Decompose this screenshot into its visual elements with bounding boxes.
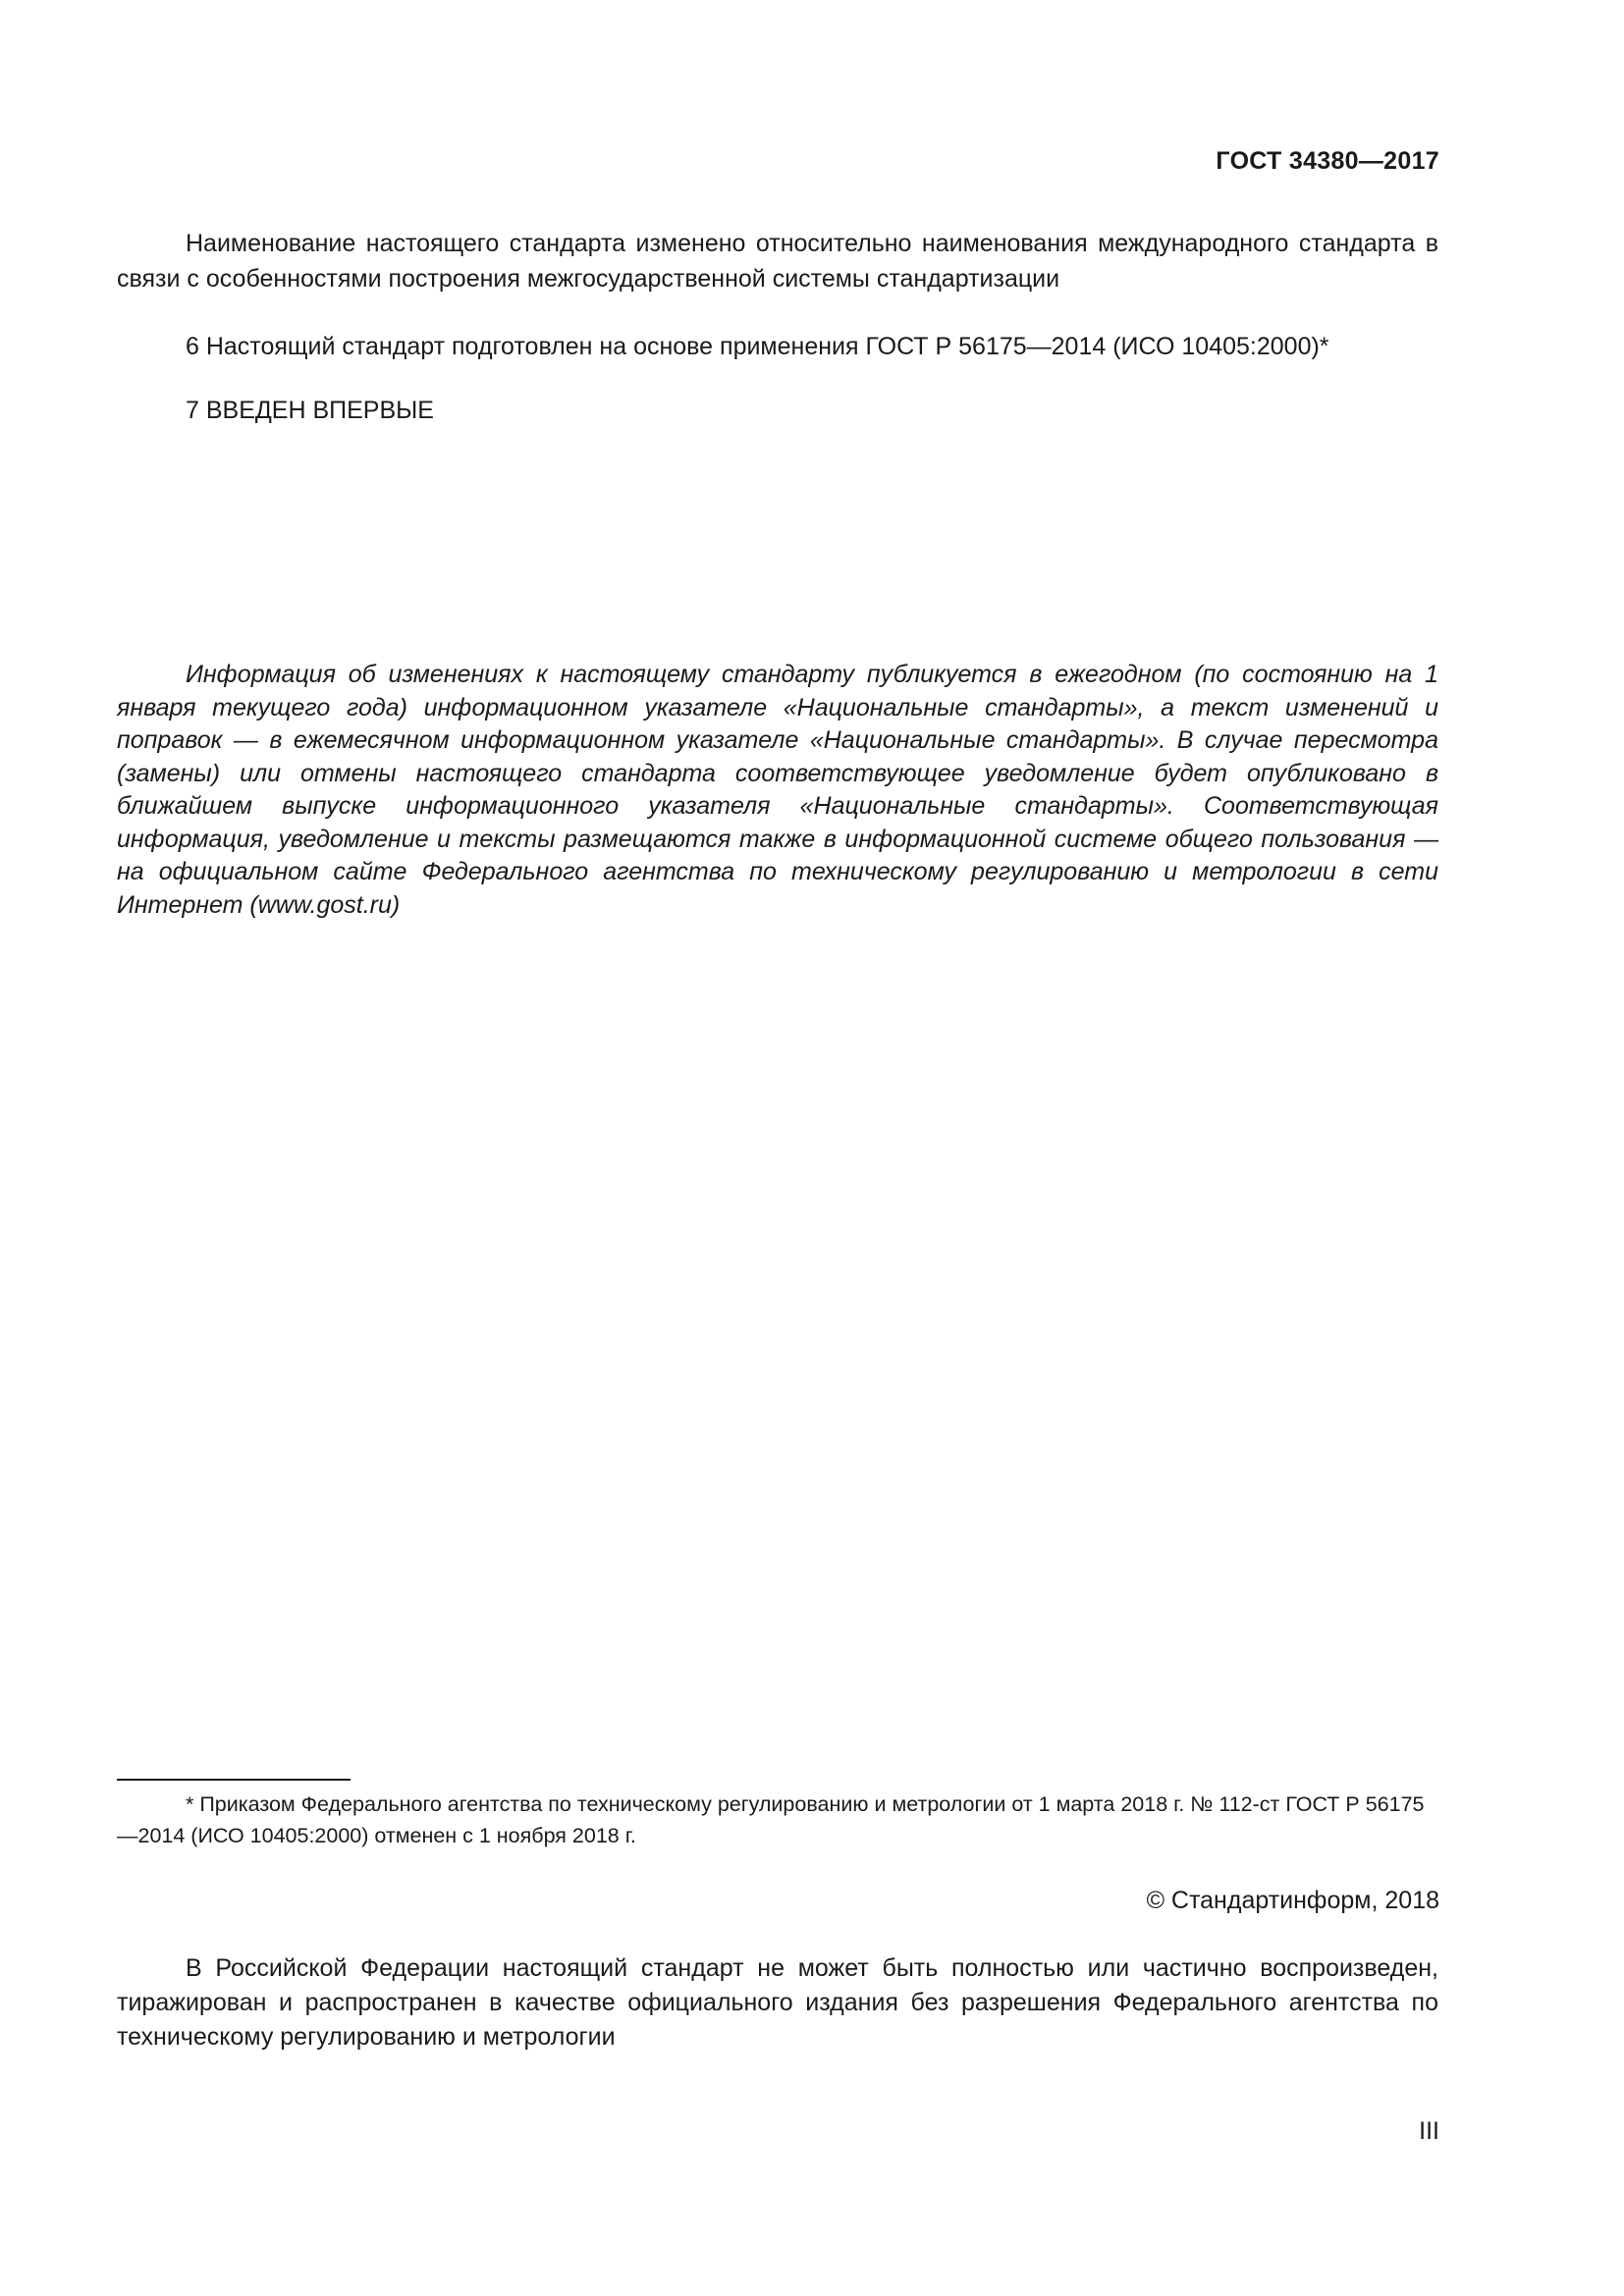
item-6-basis: 6 Настоящий стандарт подготовлен на основе применения ГОСТ Р 56175—2014 (ИСО 10405:2000)*: [186, 333, 1329, 360]
footnote: * Приказом Федерального агентства по техническому регулированию и метрологии от 1 марта 2018 г. № 112-ст ГОСТ Р 56175—2014 (ИСО 10405:2000) отменен с 1 ноября 2018 г.: [117, 1792, 1425, 1847]
footnote-divider: [117, 1779, 351, 1781]
page-number: III: [1419, 2117, 1439, 2145]
reproduction-rights-notice: В Российской Федерации настоящий стандарт не может быть полностью или частично воспроизведен, тиражирован и распространен в качестве официального издания без разрешения Федерального агентства по техническому регулированию и метрологии: [117, 1954, 1438, 2051]
name-change-note: Наименование настоящего стандарта изменено относительно наименования международного стандарта в связи с особенностями построения межгосударственной системы стандартизации: [117, 230, 1438, 293]
copyright-notice: © Стандартинформ, 2018: [1146, 1887, 1439, 1914]
changes-info-notice: Информация об изменениях к настоящему стандарту публикуется в ежегодном (по состоянию на 1 января текущего года) информационном указателе «Национальные стандарты», а текст изменений и поправок — в ежемесячном информационном указателе «Национальные стандарты». В случае пересмотра (замены) или отмены настоящего стандарта соответствующее уведомление будет опубликовано в ближайшем выпуске информационного указателя «Национальные стандарты». Соответствующая информация, уведомление и тексты размещаются также в информационной системе общего пользования — на официальном сайте Федерального агентства по техническому регулированию и метрологии в сети Интернет (www.gost.ru): [117, 661, 1438, 919]
standard-code-header: ГОСТ 34380—2017: [1216, 147, 1439, 175]
item-7-introduced: 7 ВВЕДЕН ВПЕРВЫЕ: [186, 397, 434, 424]
